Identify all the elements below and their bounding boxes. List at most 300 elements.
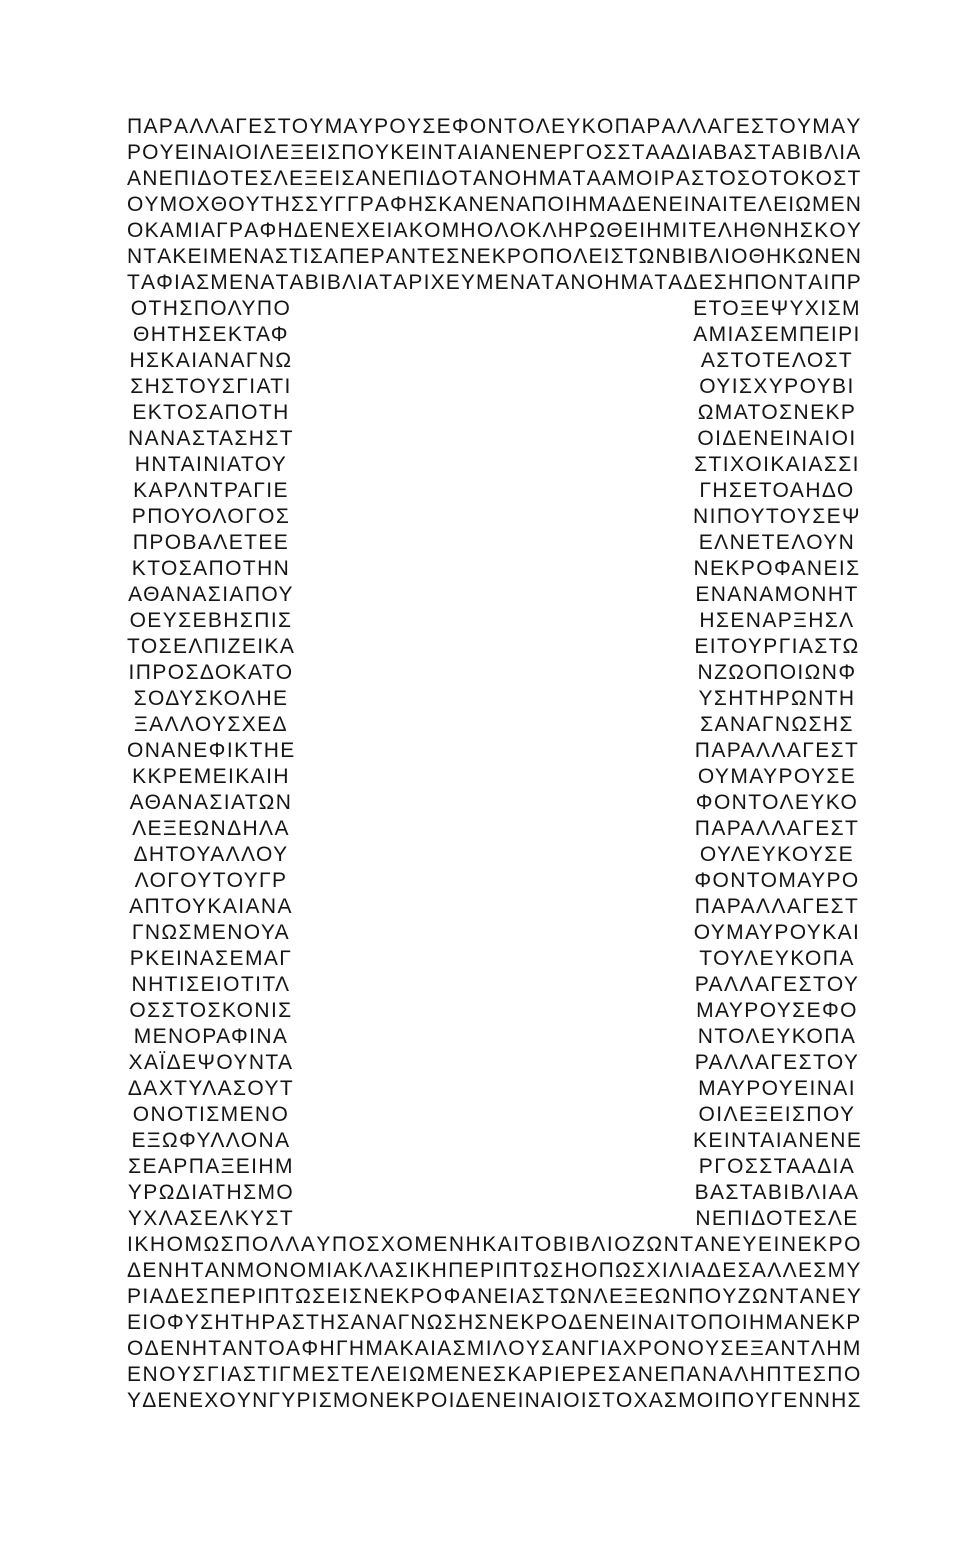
poem-letter: Ι: [311, 1389, 318, 1412]
poem-letter: Α: [557, 167, 572, 190]
poem-letter: Ι: [228, 141, 235, 164]
poem-letter: Σ: [607, 1363, 621, 1386]
poem-letter: Α: [516, 193, 531, 216]
poem-letter: Λ: [492, 1337, 507, 1360]
poem-line: [127, 1258, 861, 1284]
poem-letter: Σ: [259, 167, 273, 190]
poem-letter: Ο: [782, 167, 800, 190]
poem-letter: Α: [384, 1337, 399, 1360]
poem-letter: Υ: [316, 1233, 331, 1256]
poem-letter: Π: [264, 1285, 280, 1308]
poem-letter: Π: [339, 245, 355, 268]
poem-letter: Ε: [477, 1363, 492, 1386]
poem-line: ΠΑΡΑΛΛΑΓΕΣΤ: [694, 739, 860, 762]
poem-letter: Ν: [509, 271, 525, 294]
poem-letter: Υ: [846, 115, 861, 138]
poem-letter: Μ: [588, 193, 606, 216]
poem-letter: Ν: [172, 1389, 188, 1412]
poem-letter: Α: [204, 1259, 219, 1282]
poem-letter: Ρ: [408, 271, 423, 294]
poem-letter: Κ: [399, 1337, 414, 1360]
poem-letter: Τ: [379, 271, 393, 294]
poem-letter: Ε: [797, 1259, 812, 1282]
poem-line: ΝΤΟΛΕΥΚΟΠΑ: [697, 1025, 857, 1048]
poem-line: [127, 1284, 861, 1310]
poem-letter: Υ: [184, 1311, 199, 1334]
poem-letter: Ε: [734, 1337, 749, 1360]
poem-letter: Ν: [488, 167, 504, 190]
poem-letter: Π: [173, 167, 190, 190]
poem-letter: Β: [671, 245, 686, 268]
poem-letter: Τ: [572, 167, 586, 190]
poem-letter: Ο: [585, 141, 603, 164]
poem-letter: Ν: [671, 1285, 687, 1308]
poem-letter: Α: [660, 141, 675, 164]
poem-letter: Α: [414, 1337, 429, 1360]
poem-letter: Σ: [274, 245, 288, 268]
poem-letter: Χ: [646, 1259, 661, 1282]
poem-letter: Α: [461, 1285, 476, 1308]
poem-letter: Μ: [292, 1363, 310, 1386]
poem-letter: Ε: [187, 245, 202, 268]
poem-line: ΔΗΤΟΥΑΛΛΟΥ: [133, 843, 289, 866]
poem-letter: Ο: [690, 1311, 707, 1334]
poem-letter: Ξ: [304, 167, 318, 190]
poem-letter: Ω: [560, 1285, 576, 1308]
poem-letter: Ε: [309, 219, 324, 242]
poem-letter: Α: [707, 115, 722, 138]
poem-letter: Α: [831, 115, 846, 138]
poem-letter: Υ: [319, 193, 334, 216]
poem-letter: Α: [718, 1363, 733, 1386]
poem-letter: Υ: [742, 1233, 757, 1256]
poem-letter: Μ: [466, 1337, 485, 1360]
poem-letter: Η: [274, 193, 290, 216]
poem-letter: Μ: [538, 167, 557, 190]
poem-letter: Α: [691, 1259, 706, 1282]
poem-letter: Ο: [235, 141, 252, 164]
poem-letter: Σ: [327, 141, 341, 164]
poem-letter: Ο: [751, 167, 768, 190]
poem-letter: Σ: [446, 245, 460, 268]
poem-letter: Μ: [827, 1259, 846, 1282]
poem-letter: Σ: [312, 1285, 326, 1308]
poem-letter: Ν: [570, 1337, 586, 1360]
poem-letter: Σ: [531, 1285, 545, 1308]
poem-letter: Α: [648, 1389, 663, 1412]
poem-letter: Π: [688, 1285, 704, 1308]
poem-letter: Π: [448, 1259, 464, 1282]
poem-line: ΧΑΪΔΕΨΟΥΝΤΑ: [128, 1051, 294, 1074]
poem-letter: Ρ: [415, 1389, 430, 1412]
poem-letter: Π: [766, 1363, 782, 1386]
poem-letter: Ω: [795, 193, 811, 216]
poem-letter: Μ: [209, 245, 228, 268]
poem-letter: Κ: [348, 1259, 363, 1282]
poem-letter: Κ: [438, 193, 453, 216]
poem-letter: Ι: [430, 1337, 436, 1360]
poem-letter: Ι: [271, 1363, 278, 1386]
poem-letter: Κ: [172, 245, 187, 268]
poem-letter: Ε: [797, 1233, 812, 1256]
poem-letter: Ι: [334, 167, 341, 190]
poem-letter: Σ: [200, 1311, 214, 1334]
poem-letter: Τ: [688, 219, 702, 242]
poem-letter: Ι: [603, 245, 610, 268]
poem-letter: Λ: [542, 219, 557, 242]
poem-letter: Ν: [814, 1389, 830, 1412]
poem-letter: Δ: [426, 167, 441, 190]
poem-letter: Ο: [509, 219, 527, 242]
poem-letter: Σ: [743, 141, 757, 164]
poem-letter: Ρ: [574, 219, 589, 242]
poem-letter: Σ: [349, 1285, 362, 1308]
poem-letter: Ι: [127, 1233, 133, 1256]
poem-letter: Π: [209, 1285, 226, 1308]
poem-letter: Σ: [422, 115, 436, 138]
poem-line: ΕΙΤΟΥΡΓΙΑΣΤΩ: [694, 635, 860, 658]
poem-letter: Α: [200, 219, 215, 242]
poem-letter: Μ: [175, 219, 193, 242]
poem-letter: Ε: [326, 1285, 341, 1308]
poem-letter: Π: [235, 1233, 251, 1256]
poem-letter: Β: [808, 141, 823, 164]
poem-letter: Ν: [244, 271, 260, 294]
poem-letter: Δ: [142, 1389, 157, 1412]
poem-letter: Ε: [160, 1337, 175, 1360]
poem-letter: Ι: [257, 1285, 264, 1308]
poem-letter: Υ: [309, 115, 324, 138]
poem-letter: Θ: [210, 193, 228, 216]
poem-letter: Ι: [556, 1389, 563, 1412]
poem-letter: Ι: [448, 1389, 455, 1412]
poem-letter: Β: [552, 1233, 567, 1256]
poem-letter: Ε: [228, 245, 243, 268]
poem-letter: Τ: [757, 141, 771, 164]
poem-letter: Ε: [583, 1311, 598, 1334]
poem-letter: Ε: [511, 141, 526, 164]
poem-letter: Λ: [364, 1259, 379, 1282]
poem-letter: Ν: [252, 1389, 268, 1412]
poem-letter: Α: [286, 1337, 301, 1360]
poem-letter: Κ: [482, 1233, 497, 1256]
poem-letter: Μ: [842, 1337, 861, 1360]
poem-letter: Ω: [426, 1311, 443, 1334]
poem-letter: Ν: [845, 193, 861, 216]
poem-letter: Ε: [228, 271, 243, 294]
poem-letter: Ε: [502, 1389, 517, 1412]
poem-letter: Ν: [468, 193, 484, 216]
poem-letter: Η: [348, 1337, 364, 1360]
poem-letter: Υ: [525, 1337, 540, 1360]
poem-letter: Λ: [709, 245, 724, 268]
poem-letter: Γ: [397, 1311, 410, 1334]
poem-letter: Σ: [587, 1389, 601, 1412]
poem-line: ΘΗΤΗΣΕΚΤΑΦ: [133, 323, 289, 346]
poem-letter: Σ: [632, 1259, 646, 1282]
poem-letter: Ν: [637, 1363, 653, 1386]
poem-letter: Ε: [174, 141, 189, 164]
poem-letter: Μ: [620, 271, 639, 294]
poem-line: ΟΝΑΝΕΦΙΚΤΗΕ: [127, 739, 296, 762]
poem-letter: Α: [479, 141, 494, 164]
poem-letter: Ρ: [646, 115, 661, 138]
poem-letter: Ε: [340, 219, 355, 242]
poem-letter: Δ: [455, 1389, 470, 1412]
poem-letter: Μ: [159, 193, 178, 216]
poem-line: ΟΤΗΣΠΟΛΥΠΟ: [130, 297, 292, 320]
poem-letter: Α: [323, 245, 338, 268]
poem-letter: Φ: [259, 219, 277, 242]
poem-letter: Ι: [639, 219, 646, 242]
poem-letter: Ο: [424, 219, 441, 242]
poem-letter: Ι: [553, 1363, 560, 1386]
poem-letter: Ν: [798, 1389, 814, 1412]
poem-letter: Ω: [751, 1285, 768, 1308]
poem-line: ΕΝΑΝΑΜΟΝΗΤ: [695, 583, 859, 606]
poem-letter: Λ: [269, 1233, 284, 1256]
poem-line: ΥΧΛΑΣΕΛΚΥΣΤ: [127, 1207, 295, 1230]
poem-letter: Α: [159, 219, 174, 242]
poem-letter: Γ: [770, 1389, 782, 1412]
poem-line: ΑΘΑΝΑΣΙΑΠΟΥ: [128, 583, 294, 606]
poem-letter: Α: [393, 219, 408, 242]
poem-line: ΑΜΙΑΣΕΜΠΕΙΡΙ: [693, 323, 861, 346]
poem-letter: Ε: [830, 193, 845, 216]
poem-letter: Ε: [623, 219, 638, 242]
poem-letter: Ο: [555, 245, 573, 268]
poem-letter: Π: [331, 1233, 348, 1256]
poem-letter: Η: [214, 1311, 230, 1334]
poem-letter: Ρ: [846, 271, 861, 294]
poem-letter: Γ: [587, 1337, 599, 1360]
poem-letter: Τ: [768, 167, 782, 190]
poem-letter: Σ: [443, 1311, 457, 1334]
poem-letter: Ι: [661, 1259, 668, 1282]
poem-letter: Χ: [195, 193, 210, 216]
poem-letter: Α: [698, 141, 713, 164]
poem-letter: Ο: [550, 1311, 568, 1334]
poem-letter: Ρ: [506, 245, 521, 268]
poem-letter: Τ: [794, 271, 808, 294]
poem-letter: Α: [149, 1285, 164, 1308]
poem-letter: Α: [382, 1311, 397, 1334]
poem-line: ΦΟΝΤΟΛΕΥΚΟ: [695, 791, 859, 814]
poem-letter: Σ: [492, 1363, 506, 1386]
poem-line: ΝΗΤΙΣΕΙΟΤΙΤΛ: [131, 973, 291, 996]
poem-letter: Α: [516, 1285, 531, 1308]
poem-letter: Γ: [722, 115, 735, 138]
poem-letter: Α: [846, 141, 861, 164]
poem-letter: Ρ: [538, 1363, 553, 1386]
poem-letter: Χ: [430, 271, 445, 294]
poem-letter: Ε: [698, 271, 713, 294]
poem-letter: Ι: [600, 1337, 607, 1360]
poem-letter: Ι: [357, 271, 363, 294]
poem-letter: Ι: [724, 245, 730, 268]
poem-letter: Π: [827, 1363, 843, 1386]
poem-letter: Π: [614, 115, 630, 138]
poem-letter: Ρ: [410, 1285, 425, 1308]
poem-letter: Ι: [508, 1285, 515, 1308]
poem-letter: Α: [771, 141, 786, 164]
poem-letter: Ν: [477, 1285, 493, 1308]
poem-letter: Ε: [311, 1363, 326, 1386]
poem-line: [127, 114, 861, 140]
poem-letter: Ν: [637, 1311, 653, 1334]
poem-letter: Ξ: [290, 141, 304, 164]
poem-letter: Σ: [305, 193, 319, 216]
poem-letter: Ρ: [828, 1233, 843, 1256]
poem-letter: Ε: [304, 141, 319, 164]
poem-letter: Ι: [142, 1311, 149, 1334]
poem-letter: Ρ: [158, 115, 173, 138]
poem-line: ΝΕΚΡΟΦΑΝΕΙΣ: [693, 557, 861, 580]
poem-letter: Ρ: [374, 115, 389, 138]
poem-letter: Ι: [302, 245, 309, 268]
poem-letter: Ι: [423, 271, 430, 294]
poem-letter: Α: [260, 271, 275, 294]
poem-letter: Υ: [236, 1389, 251, 1412]
poem-letter: Τ: [765, 115, 779, 138]
poem-letter: Μ: [184, 1233, 202, 1256]
poem-letter: Μ: [441, 219, 460, 242]
poem-letter: Γ: [335, 1337, 348, 1360]
poem-letter: Α: [385, 245, 400, 268]
poem-letter: Α: [661, 115, 676, 138]
poem-letter: Ε: [504, 1311, 519, 1334]
poem-letter: Ο: [696, 1389, 714, 1412]
poem-letter: Τ: [230, 1311, 244, 1334]
poem-letter: Ε: [385, 1389, 400, 1412]
poem-letter: Ε: [726, 1233, 741, 1256]
poem-letter: Τ: [601, 1389, 615, 1412]
poem-letter: Σ: [424, 193, 438, 216]
poem-line: [127, 1362, 861, 1388]
poem-line: ΒΑΣΤΑΒΙΒΛΙΑΑ: [694, 1181, 860, 1204]
poem-line: ΑΣΤΟΤΕΛΟΣΤ: [700, 349, 854, 372]
poem-letter: Υ: [460, 271, 475, 294]
poem-letter: Ι: [252, 141, 259, 164]
poem-letter: Κ: [416, 1259, 431, 1282]
poem-letter: Ι: [517, 1389, 524, 1412]
poem-letter: Ι: [565, 193, 571, 216]
poem-letter: Υ: [358, 115, 373, 138]
poem-letter: Υ: [846, 219, 861, 242]
poem-letter: Ρ: [241, 1285, 256, 1308]
poem-letter: Η: [748, 1311, 765, 1334]
poem-letter: Η: [564, 1259, 580, 1282]
poem-letter: Ο: [127, 193, 144, 216]
poem-letter: Ε: [588, 245, 603, 268]
poem-letter: Ω: [615, 1259, 631, 1282]
poem-letter: Λ: [824, 141, 839, 164]
poem-letter: Γ: [235, 115, 247, 138]
poem-letter: Κ: [520, 1311, 535, 1334]
poem-letter: Τ: [305, 1311, 319, 1334]
poem-letter: Ι: [202, 245, 209, 268]
poem-letter: Ε: [484, 193, 499, 216]
poem-letter: Ι: [773, 1233, 780, 1256]
poem-line: ΔΑΧΤΥΛΑΣΟΥΤ: [127, 1077, 295, 1100]
poem-letter: Τ: [728, 193, 742, 216]
poem-letter: Η: [431, 1259, 447, 1282]
poem-letter: Φ: [451, 115, 469, 138]
poem-letter: Ν: [780, 1233, 796, 1256]
poem-letter: Ι: [319, 271, 326, 294]
poem-letter: Ω: [638, 245, 655, 268]
poem-letter: Ν: [488, 1311, 504, 1334]
poem-text-block: [127, 114, 861, 1414]
poem-letter: Τ: [785, 1285, 799, 1308]
poem-letter: Λ: [259, 141, 274, 164]
poem-letter: Η: [727, 271, 744, 294]
poem-letter: Σ: [452, 1337, 466, 1360]
poem-letter: Α: [453, 193, 468, 216]
poem-line: ΠΑΡΑΛΛΑΓΕΣΤ: [694, 895, 860, 918]
poem-letter: Ξ: [750, 1337, 764, 1360]
poem-letter: Σ: [750, 115, 764, 138]
poem-letter: Α: [497, 1233, 512, 1256]
poem-line: ΗΣΕΝΑΡΞΗΣΛ: [699, 609, 855, 632]
poem-letter: Τ: [631, 141, 645, 164]
poem-letter: Ν: [175, 1337, 191, 1360]
poem-bottom-section: [127, 1232, 861, 1414]
poem-letter: Σ: [736, 167, 750, 190]
poem-letter: Π: [502, 1259, 518, 1282]
poem-letter: Ο: [563, 1389, 580, 1412]
poem-letter: Τ: [518, 1259, 532, 1282]
poem-letter: Ε: [493, 1285, 508, 1308]
poem-letter: Σ: [366, 1233, 380, 1256]
poem-letter: Α: [276, 1311, 291, 1334]
poem-line: ΟΣΣΤΟΣΚΟΝΙΣ: [129, 999, 293, 1022]
poem-letter: Ν: [460, 1363, 476, 1386]
poem-letter: Δ: [164, 1285, 179, 1308]
poem-letter: Α: [457, 141, 472, 164]
poem-letter: Η: [191, 1337, 207, 1360]
poem-letter: Ε: [379, 1285, 394, 1308]
poem-letter: Σ: [336, 1311, 350, 1334]
poem-letter: Α: [300, 1233, 315, 1256]
poem-letter: Α: [728, 141, 743, 164]
poem-letter: Λ: [758, 193, 773, 216]
poem-line: ΑΠΤΟΥΚΑΙΑΝΑ: [129, 895, 293, 918]
poem-line: ΕΤΟΞΕΨΥΧΙΣΜ: [693, 297, 861, 320]
poem-letter: Α: [668, 271, 683, 294]
poem-line: ΟΙΛΕΞΕΙΣΠΟΥ: [698, 1103, 856, 1126]
poem-letter: Ν: [598, 1311, 614, 1334]
poem-letter: Δ: [706, 1259, 721, 1282]
poem-letter: Α: [355, 167, 370, 190]
poem-letter: Η: [457, 1311, 474, 1334]
poem-letter: Σ: [720, 1337, 734, 1360]
poem-letter: Τ: [143, 245, 157, 268]
poem-letter: Ε: [654, 1363, 669, 1386]
poem-letter: Υ: [245, 193, 260, 216]
poem-letter: Ι: [220, 1363, 226, 1386]
poem-letter: Λ: [591, 1233, 606, 1256]
poem-letter: Α: [350, 1311, 365, 1334]
poem-letter: Ι: [741, 1311, 748, 1334]
poem-letter: Τ: [705, 167, 719, 190]
poem-letter: Τ: [504, 115, 517, 138]
poem-letter: Ε: [244, 167, 259, 190]
poem-letter: Ε: [371, 219, 386, 242]
poem-letter: Δ: [675, 141, 690, 164]
poem-letter: Ο: [635, 167, 653, 190]
poem-letter: Μ: [617, 167, 635, 190]
